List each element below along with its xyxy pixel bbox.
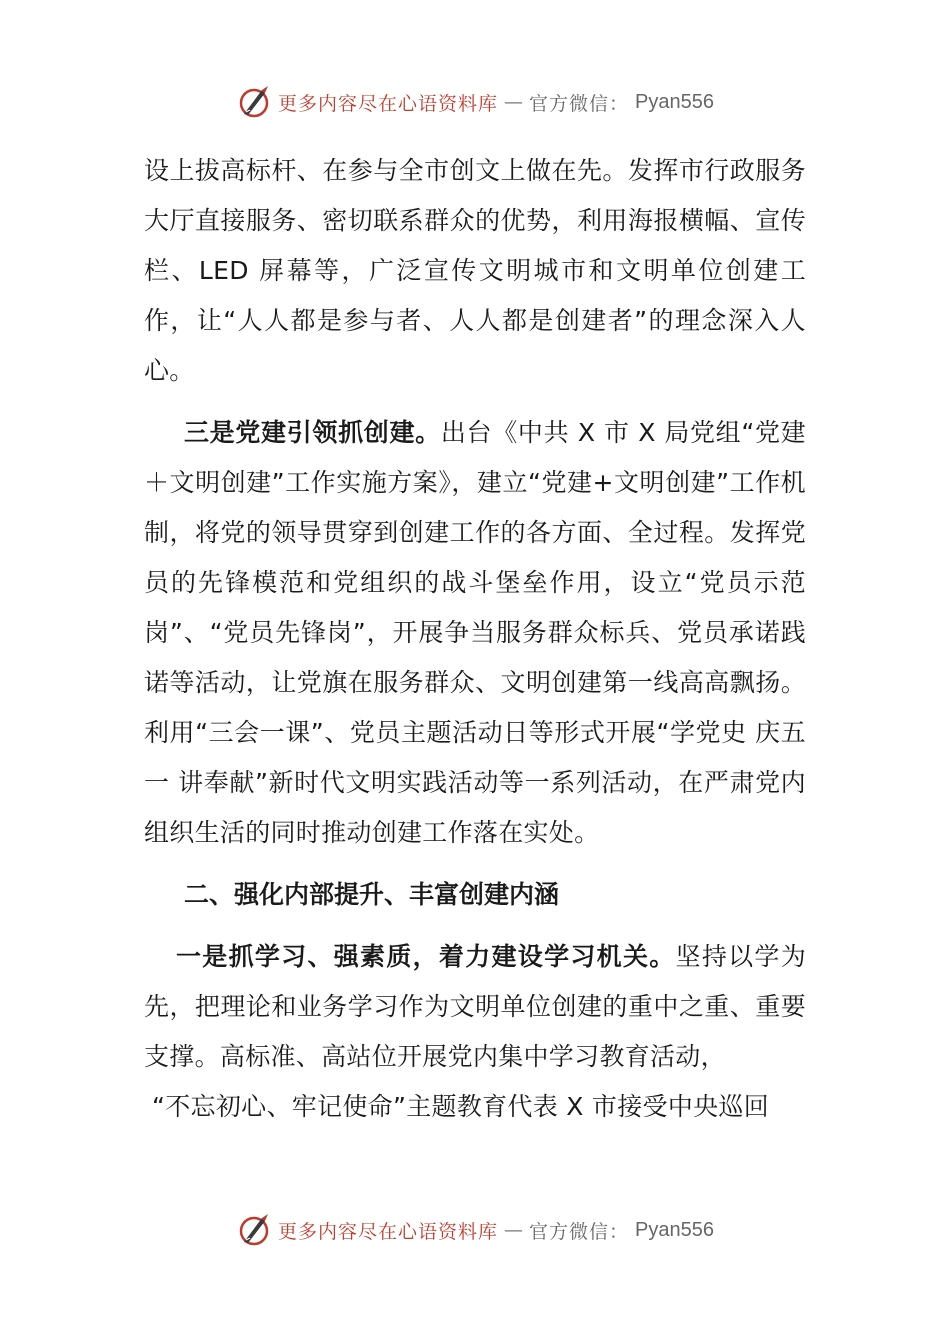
brand-text: 更多内容尽在心语资料库 bbox=[278, 1220, 499, 1243]
paragraph-2-body: 出台《中共 X 市 X 局党组“党建＋文明创建”工作实施方案》，建立“党建+文明创建”工作机制，将党的领导贯穿到创建工作的各方面、全过程。发挥党员的先锋模范和党组织的战斗堡垒作用，设立“党员示范岗”、“党员先锋岗”，开展争当服务群众标兵、党员承诺践诺等活动，让党旗在服务群众、文明创建第一线高高飘扬。利用“三会一课”、党员主题活动日等形式开展“学党史 庆五一 讲奉献”新时代文明实践活动等一系列活动，在严肃党内组织生活的同时推动创建工作落在实处。 bbox=[144, 418, 806, 847]
quill-logo-icon bbox=[236, 1212, 272, 1248]
wechat-label: 官方微信： bbox=[529, 1220, 630, 1243]
brand-text: 更多内容尽在心语资料库 bbox=[278, 92, 499, 115]
paragraph-3-lead: 一是抓学习、强素质，着力建设学习机关。 bbox=[176, 942, 676, 971]
document-body bbox=[144, 146, 806, 1132]
wechat-id: Pyan556 bbox=[635, 90, 714, 113]
wechat-label: 官方微信： bbox=[529, 92, 630, 115]
paragraph-2 bbox=[144, 408, 806, 858]
paragraph-2-lead: 三是党建引领抓创建。 bbox=[184, 418, 441, 447]
header-banner bbox=[0, 82, 950, 122]
banner-dash: — bbox=[504, 1219, 524, 1241]
quill-logo-icon bbox=[236, 84, 272, 120]
paragraph-3-body: 坚持以学为先，把理论和业务学习作为文明单位创建的重中之重、重要支撑。高标准、高站位开展党内集中学习教育活动， bbox=[144, 942, 806, 1071]
footer-banner bbox=[0, 1210, 950, 1250]
wechat-id: Pyan556 bbox=[635, 1218, 714, 1241]
paragraph-3 bbox=[144, 932, 806, 1082]
banner-dash: — bbox=[504, 91, 524, 113]
paragraph-1: 设上拔高标杆、在参与全市创文上做在先。发挥市行政服务大厅直接服务、密切联系群众的优势，利用海报横幅、宣传栏、LED 屏幕等，广泛宣传文明城市和文明单位创建工作，让“人人都是参与者、人人都是创建者”的理念深入人心。 bbox=[144, 156, 806, 385]
paragraph-3-continuation: “不忘初心、牢记使命”主题教育代表 X 市接受中央巡回 bbox=[152, 1092, 770, 1121]
section-heading-2: 二、强化内部提升、丰富创建内涵 bbox=[184, 880, 560, 909]
